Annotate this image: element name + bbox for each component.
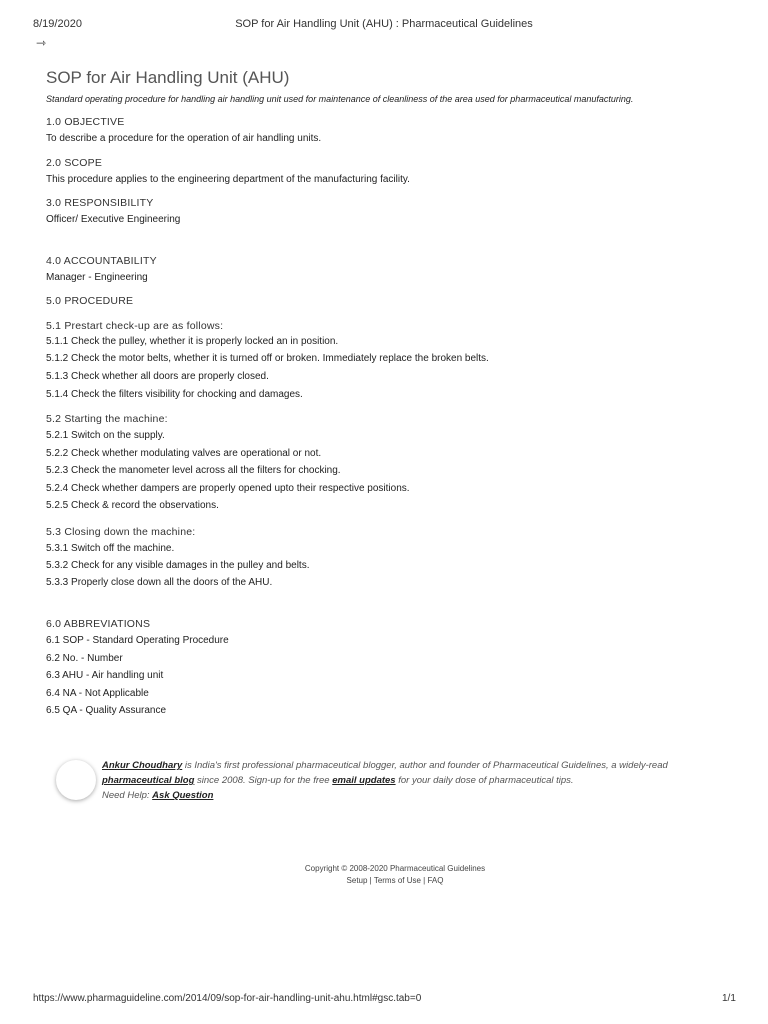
copyright-text: Copyright © 2008-2020 Pharmaceutical Guidelines [304,864,486,873]
author-bio-text: since 2008. Sign-up for the free [194,775,333,786]
abbreviation-item: 6.3 AHU - Air handling unit [46,670,164,681]
abbreviation-item: 6.4 NA - Not Applicable [46,688,149,699]
section-text: Officer/ Executive Engineering [46,214,181,225]
arrow-icon: ⇾ [36,36,47,50]
footer-links[interactable]: Setup | Terms of Use | FAQ [346,876,444,885]
print-page-title: SOP for Air Handling Unit (AHU) : Pharmaceutical Guidelines [235,18,533,30]
pharmaceutical-blog-link[interactable]: pharmaceutical blog [102,775,195,786]
article-subtitle: Standard operating procedure for handling air handling unit used for maintenance of cleanliness of the area used for pharmaceutical manufacturing. [46,94,634,104]
procedure-step: 5.1.1 Check the pulley, whether it is properly locked an in position. [46,336,339,347]
abbreviation-item: 6.2 No. - Number [46,653,123,664]
procedure-step: 5.3.2 Check for any visible damages in the pulley and belts. [46,560,310,571]
section-text: Manager - Engineering [46,272,148,283]
procedure-step: 5.1.3 Check whether all doors are properly closed. [46,371,269,382]
procedure-step: 5.2.5 Check & record the observations. [46,500,219,511]
section-heading: 2.0 SCOPE [46,157,103,169]
article-title: SOP for Air Handling Unit (AHU) [46,68,290,87]
section-text: To describe a procedure for the operation of air handling units. [46,133,322,144]
print-date: 8/19/2020 [33,18,82,30]
print-url: https://www.pharmaguideline.com/2014/09/sop-for-air-handling-unit-ahu.html#gsc.tab=0 [33,993,422,1004]
procedure-step: 5.3.1 Switch off the machine. [46,543,175,554]
procedure-step: 5.1.4 Check the filters visibility for chocking and damages. [46,389,303,400]
abbreviation-item: 6.1 SOP - Standard Operating Procedure [46,635,229,646]
procedure-step: 5.2.3 Check the manometer level across all the filters for chocking. [46,465,341,476]
section-text: This procedure applies to the engineering department of the manufacturing facility. [46,174,410,185]
author-bio-text: for your daily dose of pharmaceutical tips. [395,775,574,786]
section-heading: 6.0 ABBREVIATIONS [46,618,151,630]
procedure-step: 5.3.3 Properly close down all the doors of the AHU. [46,577,273,588]
author-bio-text: is India's first professional pharmaceutical blogger, author and founder of Pharmaceutical Guidelines, a widely-read [182,760,668,771]
subsection-heading: 5.1 Prestart check-up are as follows: [46,320,224,332]
abbreviation-item: 6.5 QA - Quality Assurance [46,705,167,716]
avatar [56,760,96,800]
author-name-link[interactable]: Ankur Choudhary [102,760,183,771]
procedure-step: 5.1.2 Check the motor belts, whether it is turned off or broken. Immediately replace the broken belts. [46,353,489,364]
ask-question-link[interactable]: Ask Question [152,790,214,801]
subsection-heading: 5.2 Starting the machine: [46,413,168,425]
subsection-heading: 5.3 Closing down the machine: [46,526,196,538]
email-updates-link[interactable]: email updates [332,775,396,786]
procedure-step: 5.2.2 Check whether modulating valves are operational or not. [46,448,322,459]
section-heading: 3.0 RESPONSIBILITY [46,197,154,209]
procedure-step: 5.2.1 Switch on the supply. [46,430,165,441]
section-heading: 5.0 PROCEDURE [46,295,134,307]
procedure-step: 5.2.4 Check whether dampers are properly opened upto their respective positions. [46,483,410,494]
section-heading: 4.0 ACCOUNTABILITY [46,255,157,267]
section-heading: 1.0 OBJECTIVE [46,116,125,128]
author-bio [102,758,702,803]
print-page-number: 1/1 [722,993,736,1004]
need-help-label: Need Help: [102,790,153,801]
